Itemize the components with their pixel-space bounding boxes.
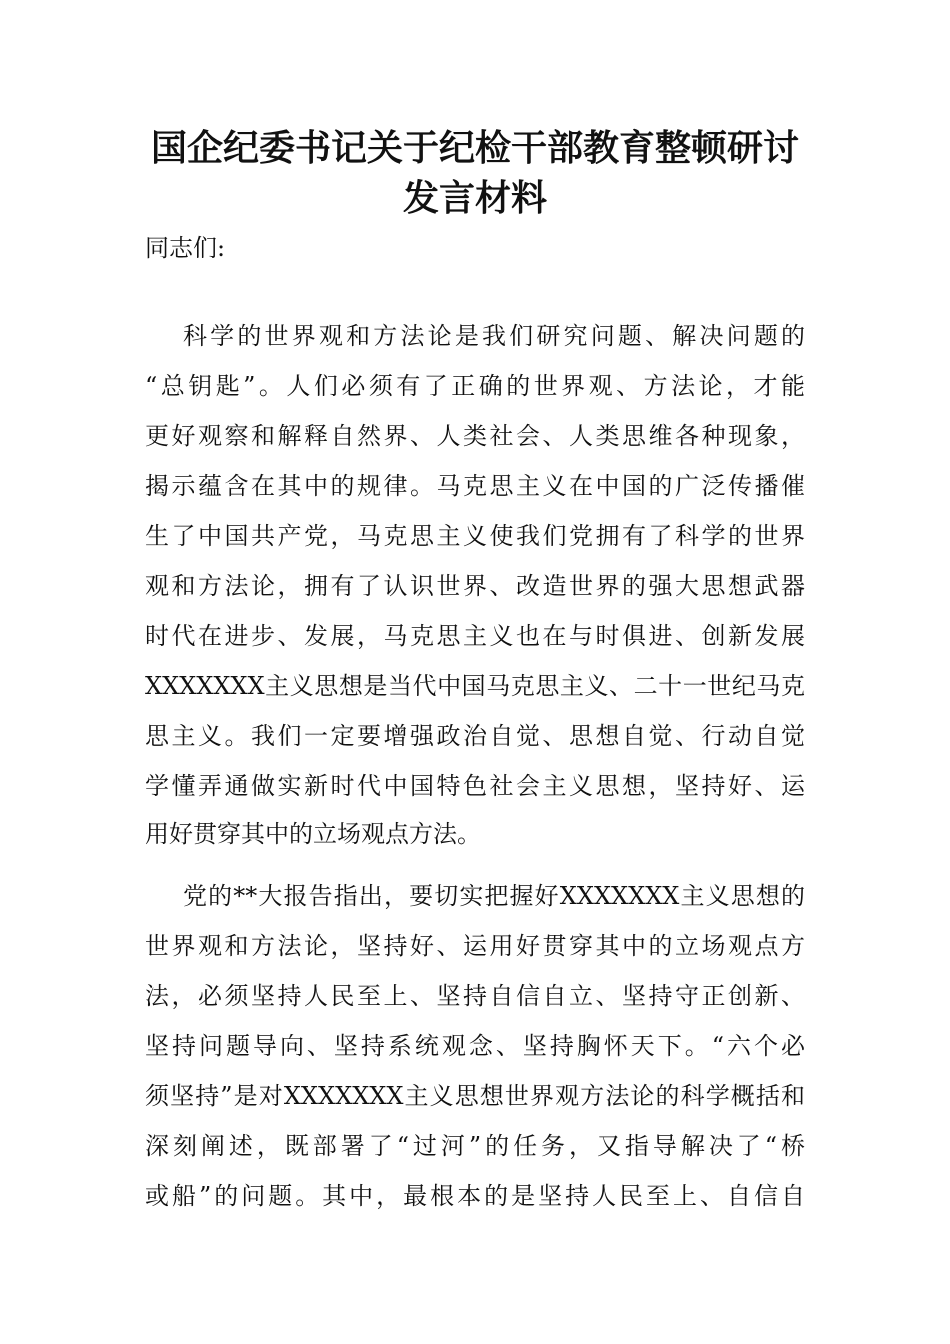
paragraph-1-line: “总钥匙”。人们必须有了正确的世界观、方法论，才能 (145, 372, 805, 400)
paragraph-1-line: 用好贯穿其中的立场观点方法。 (145, 820, 481, 848)
paragraph-2-line: 法，必须坚持人民至上、坚持自信自立、坚持守正创新、 (145, 982, 805, 1010)
paragraph-1-line: 思主义。我们一定要增强政治自觉、思想自觉、行动自觉 (145, 722, 805, 750)
paragraph-2-line: 或船”的问题。其中，最根本的是坚持人民至上、自信自 (145, 1182, 805, 1210)
paragraph-1-line: 学懂弄通做实新时代中国特色社会主义思想，坚持好、运 (145, 772, 805, 800)
paragraph-2-line: 须坚持”是对XXXXXXX主义思想世界观方法论的科学概括和 (145, 1082, 805, 1110)
paragraph-2-line: 坚持问题导向、坚持系统观念、坚持胸怀天下。“六个必 (145, 1032, 805, 1060)
paragraph-2-line: 党的**大报告指出，要切实把握好XXXXXXX主义思想的 (183, 882, 805, 910)
paragraph-1-line: 观和方法论，拥有了认识世界、改造世界的强大思想武器 (145, 572, 805, 600)
paragraph-1-line: 生了中国共产党，马克思主义使我们党拥有了科学的世界 (145, 522, 805, 550)
paragraph-1-line: 揭示蕴含在其中的规律。马克思主义在中国的广泛传播催 (145, 472, 805, 500)
paragraph-1-line: 科学的世界观和方法论是我们研究问题、解决问题的 (183, 322, 805, 350)
paragraph-1-line: XXXXXXX主义思想是当代中国马克思主义、二十一世纪马克 (145, 672, 805, 700)
paragraph-1-line: 更好观察和解释自然界、人类社会、人类思维各种现象， (145, 422, 805, 450)
document-title-line-2: 发言材料 (402, 177, 547, 219)
paragraph-1-line: 时代在进步、发展，马克思主义也在与时俱进、创新发展 (145, 622, 805, 650)
document-title-line-1: 国企纪委书记关于纪检干部教育整顿研讨 (150, 127, 799, 169)
paragraph-2-line: 世界观和方法论，坚持好、运用好贯穿其中的立场观点方 (145, 932, 805, 960)
paragraph-2-line: 深刻阐述，既部署了“过河”的任务，又指导解决了“桥 (145, 1132, 805, 1160)
greeting: 同志们: (145, 234, 226, 262)
